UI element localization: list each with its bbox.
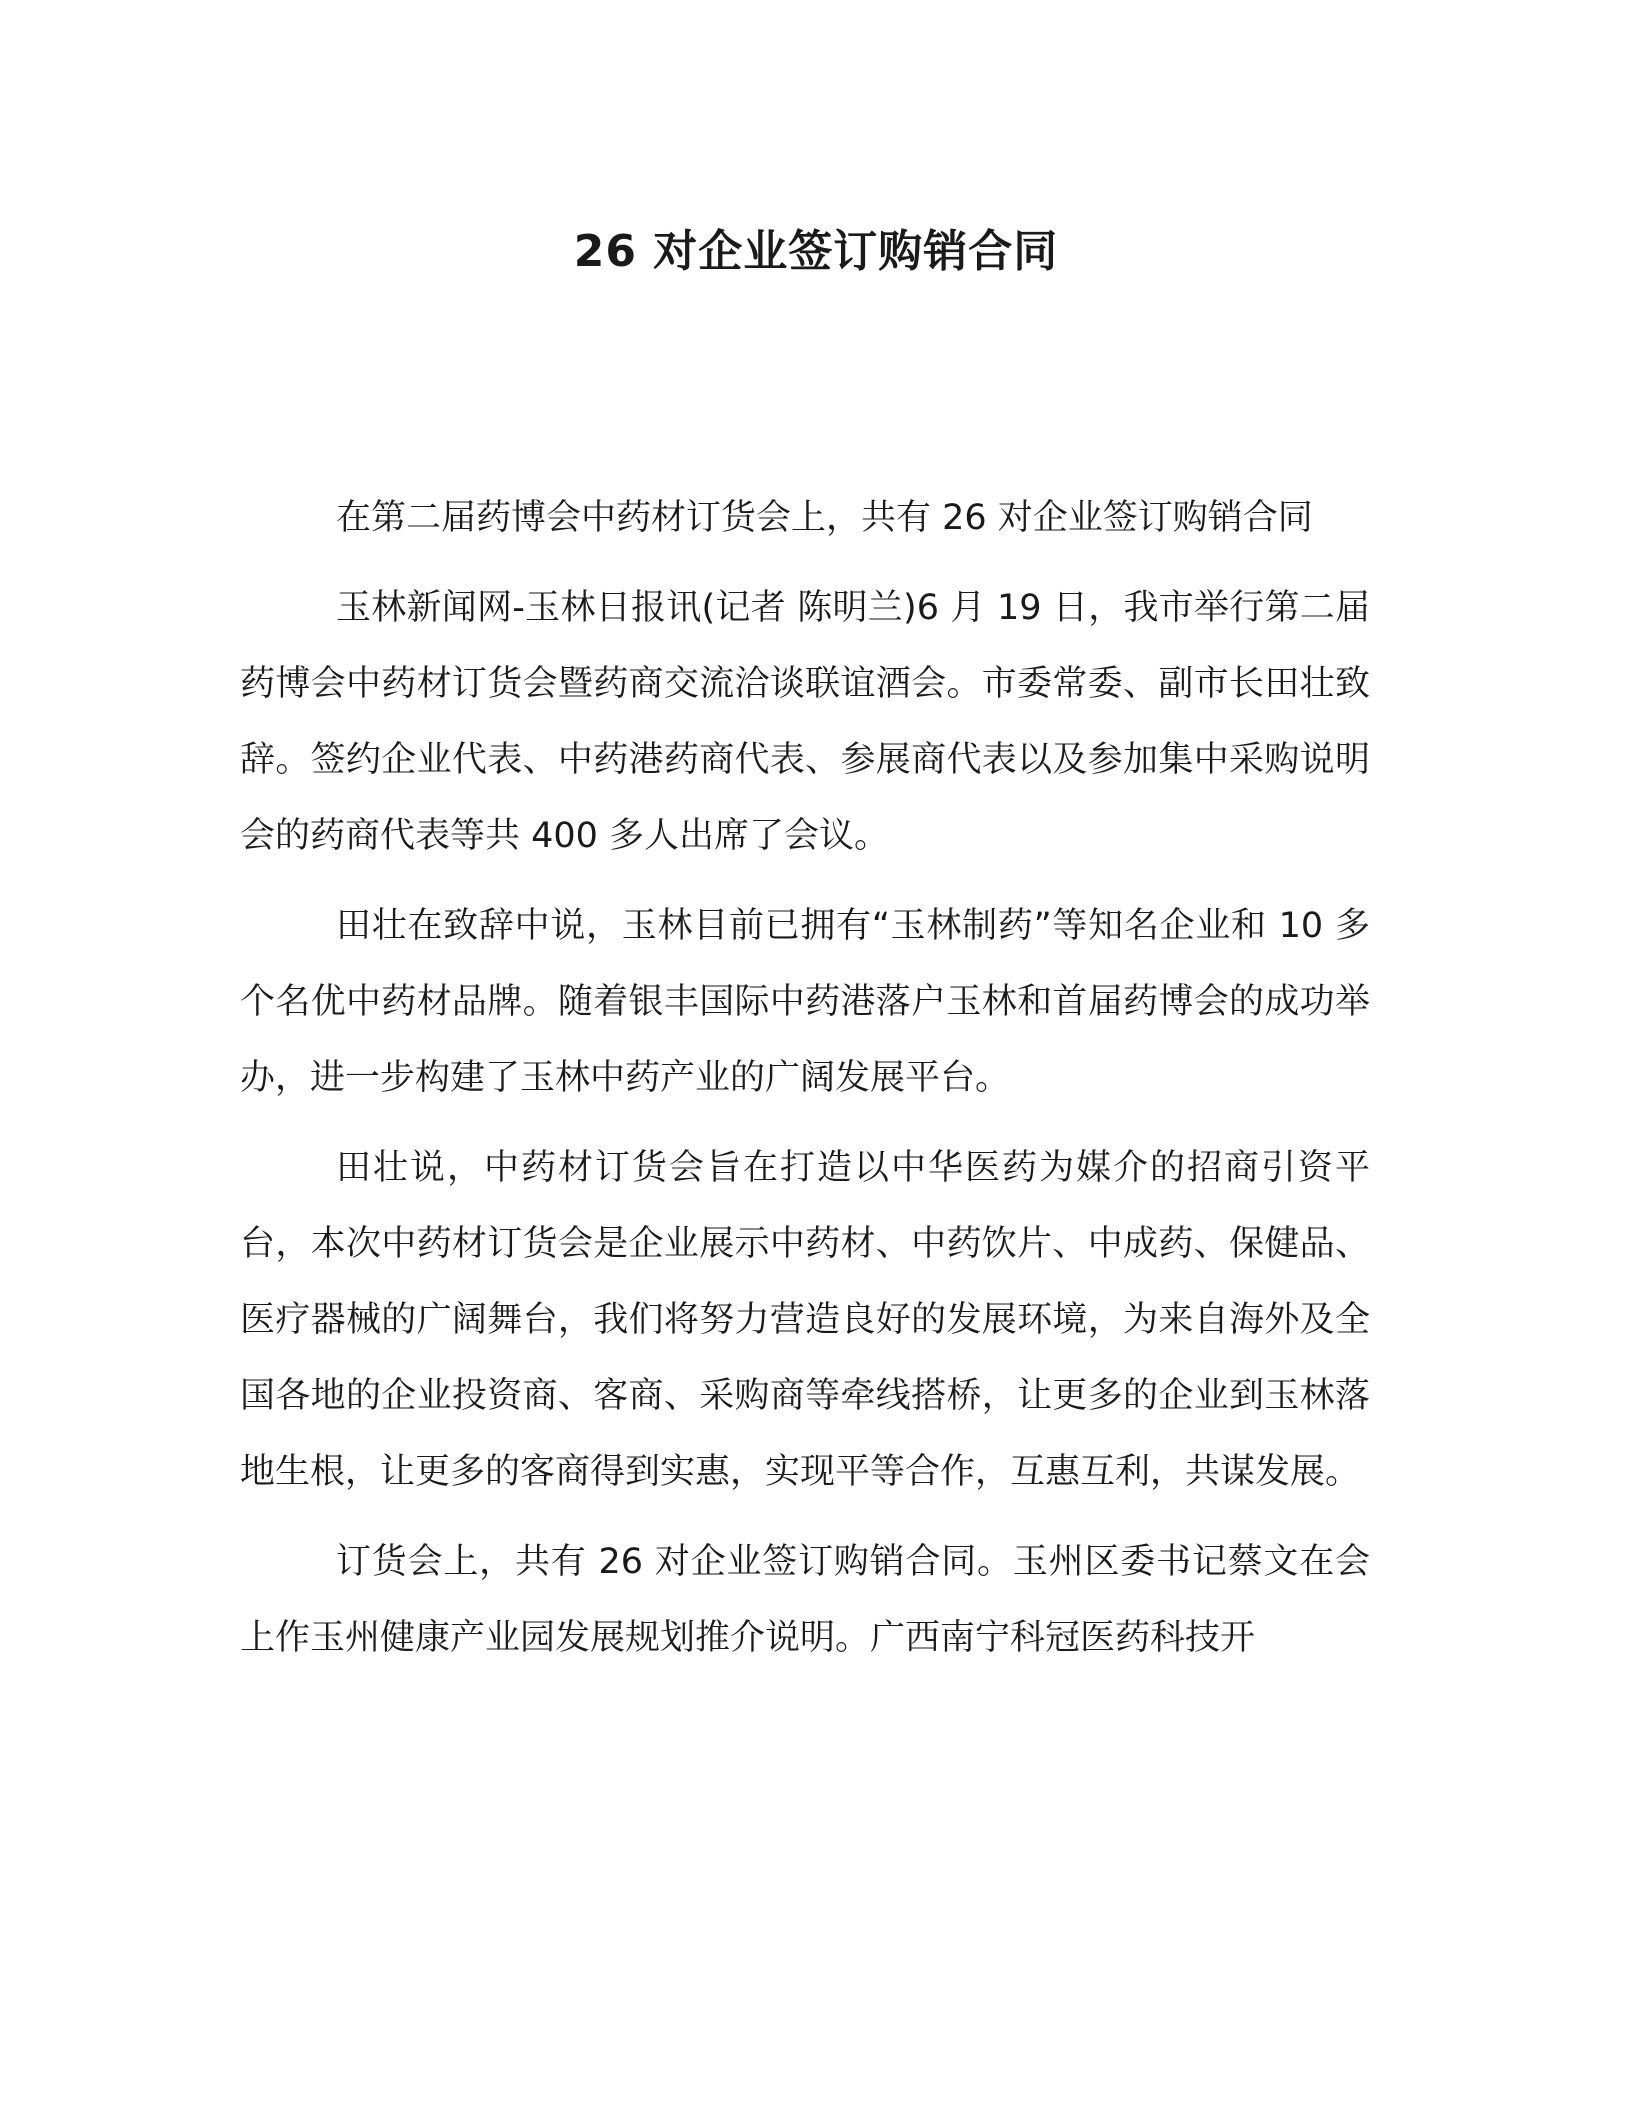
paragraph-1: 玉林新闻网-玉林日报讯(记者 陈明兰)6 月 19 日，我市举行第二届药博会中药材订货会暨药商交流洽谈联谊酒会。市委常委、副市长田壮致辞。签约企业代表、中药港药商代表、参展商代表以及参加集中采购说明会的药商代表等共 400 多人出席了会议。 — [240, 588, 1370, 856]
article-subtitle: 在第二届药博会中药材订货会上，共有 26 对企业签订购销合同 — [336, 498, 1313, 538]
paragraph-4: 订货会上，共有 26 对企业签订购销合同。玉州区委书记蔡文在会上作玉州健康产业园发展规划推介说明。广西南宁科冠医药科技开 — [240, 1542, 1370, 1658]
document-body — [240, 480, 1370, 1676]
paragraph-3: 田壮说，中药材订货会旨在打造以中华医药为媒介的招商引资平台，本次中药材订货会是企业展示中药材、中药饮片、中成药、保健品、医疗器械的广阔舞台，我们将努力营造良好的发展环境，为来自海外及全国各地的企业投资商、客商、采购商等牵线搭桥，让更多的企业到玉林落地生根，让更多的客商得到实惠，实现平等合作，互惠互利，共谋发展。 — [240, 1148, 1370, 1492]
paragraph-2: 田壮在致辞中说，玉林目前已拥有“玉林制药”等知名企业和 10 多个名优中药材品牌。随着银丰国际中药港落户玉林和首届药博会的成功举办，进一步构建了玉林中药产业的广阔发展平台。 — [240, 906, 1370, 1098]
document-title: 26 对企业签订购销合同 — [573, 226, 1059, 277]
